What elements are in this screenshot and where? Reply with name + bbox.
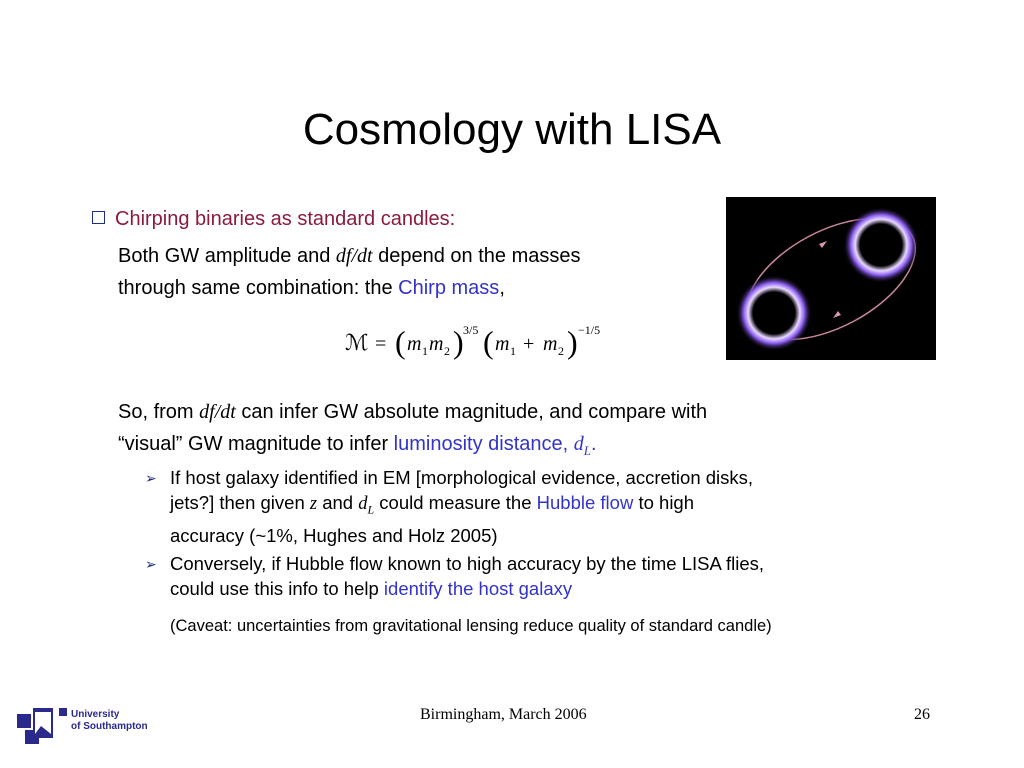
paragraph-infer (118, 396, 707, 467)
paragraph-masses-line1 (118, 240, 580, 272)
formula-paren: ( (395, 324, 406, 360)
luminosity-distance-term: luminosity distance (393, 433, 563, 455)
formula-exp2: −1/5 (578, 323, 601, 337)
sub2-line2 (170, 576, 764, 601)
text: jets?] then given (170, 492, 310, 513)
formula-sub2: 2 (444, 344, 450, 358)
binary-orbit-illustration (726, 197, 936, 360)
text: “visual” GW magnitude to infer (118, 433, 394, 455)
university-logo (15, 704, 165, 752)
paragraph-infer-line2 (118, 428, 707, 467)
chirp-mass-formula (345, 320, 615, 360)
footer-event: Birmingham, March 2006 (420, 706, 587, 723)
text: can infer GW absolute magnitude, and compare with (235, 401, 708, 423)
sub1-line1: If host galaxy identified in EM [morphological evidence, accretion disks, (170, 467, 754, 488)
slide-title: Cosmology with LISA (302, 105, 722, 154)
orbit-arrow-icon (819, 241, 827, 248)
formula-sub1b: 1 (510, 344, 516, 358)
formula-m2b: m (543, 333, 558, 355)
text: could use this info to help (170, 578, 384, 599)
paragraph-masses-line2 (118, 272, 580, 304)
hubble-flow-term: Hubble flow (536, 492, 634, 513)
text: , (562, 433, 574, 455)
text: and (317, 492, 359, 513)
logo-shape (17, 714, 31, 728)
arrow-bullet-icon: ➢ (145, 470, 157, 486)
dl-symbol (573, 433, 591, 458)
sub1-line2 (170, 490, 753, 523)
formula-paren: ) (453, 324, 464, 360)
logo-line2: of Southampton (71, 721, 148, 732)
dfdt-term: df/dt (335, 245, 373, 267)
text: through same combination: the (118, 277, 399, 299)
formula-paren: ( (483, 324, 494, 360)
paragraph-masses (118, 240, 580, 304)
dl-d: d (358, 494, 368, 514)
sub-bullet-host-galaxy (170, 465, 753, 548)
formula-sub1: 1 (422, 344, 428, 358)
z-symbol: z (309, 494, 318, 514)
formula-m2: m (429, 333, 444, 355)
text: . (590, 433, 597, 455)
dl-L: L (367, 502, 375, 517)
formula-m1b: m (495, 333, 510, 355)
dl-symbol (358, 494, 375, 517)
dl-d: d (573, 433, 584, 455)
checkbox-bullet-icon (92, 211, 105, 224)
text: depend on the masses (372, 245, 581, 267)
text: could measure the (374, 492, 537, 513)
text: Both GW amplitude and (118, 245, 336, 267)
caveat-note: (Caveat: uncertainties from gravitational lensing reduce quality of standard candle) (170, 617, 772, 635)
paragraph-infer-line1 (118, 396, 707, 428)
orbit-arrow-icon (833, 311, 841, 318)
footer-page-number: 26 (914, 706, 930, 723)
chirp-mass-term: Chirp mass (398, 277, 500, 299)
arrow-bullet-icon: ➢ (145, 556, 157, 572)
formula-sub2b: 2 (558, 344, 564, 358)
formula-plus: + (523, 333, 535, 355)
logo-shape (25, 730, 39, 744)
dl-L: L (583, 443, 591, 458)
dfdt-term: df/dt (199, 401, 236, 423)
binary-black-holes-image (726, 197, 936, 360)
sub1-line3: accuracy (~1%, Hughes and Holz 2005) (170, 524, 498, 546)
sub-bullet-conversely (170, 551, 764, 601)
formula-exp1: 3/5 (463, 323, 479, 337)
identify-host-term: identify the host galaxy (383, 578, 573, 599)
text: So, from (118, 401, 200, 423)
sub2-line1: Conversely, if Hubble flow known to high accuracy by the time LISA flies, (170, 553, 764, 574)
logo-shape (59, 708, 67, 716)
bullet-heading (92, 206, 455, 232)
formula-equals: = (375, 333, 387, 355)
text: to high (633, 492, 695, 513)
formula-lhs: ℳ (345, 331, 369, 356)
formula-m1: m (407, 333, 422, 355)
logo-line1: University (71, 709, 120, 720)
bullet-heading-text: Chirping binaries as standard candles: (115, 208, 456, 230)
text: , (499, 277, 505, 299)
formula-paren: ) (567, 324, 578, 360)
